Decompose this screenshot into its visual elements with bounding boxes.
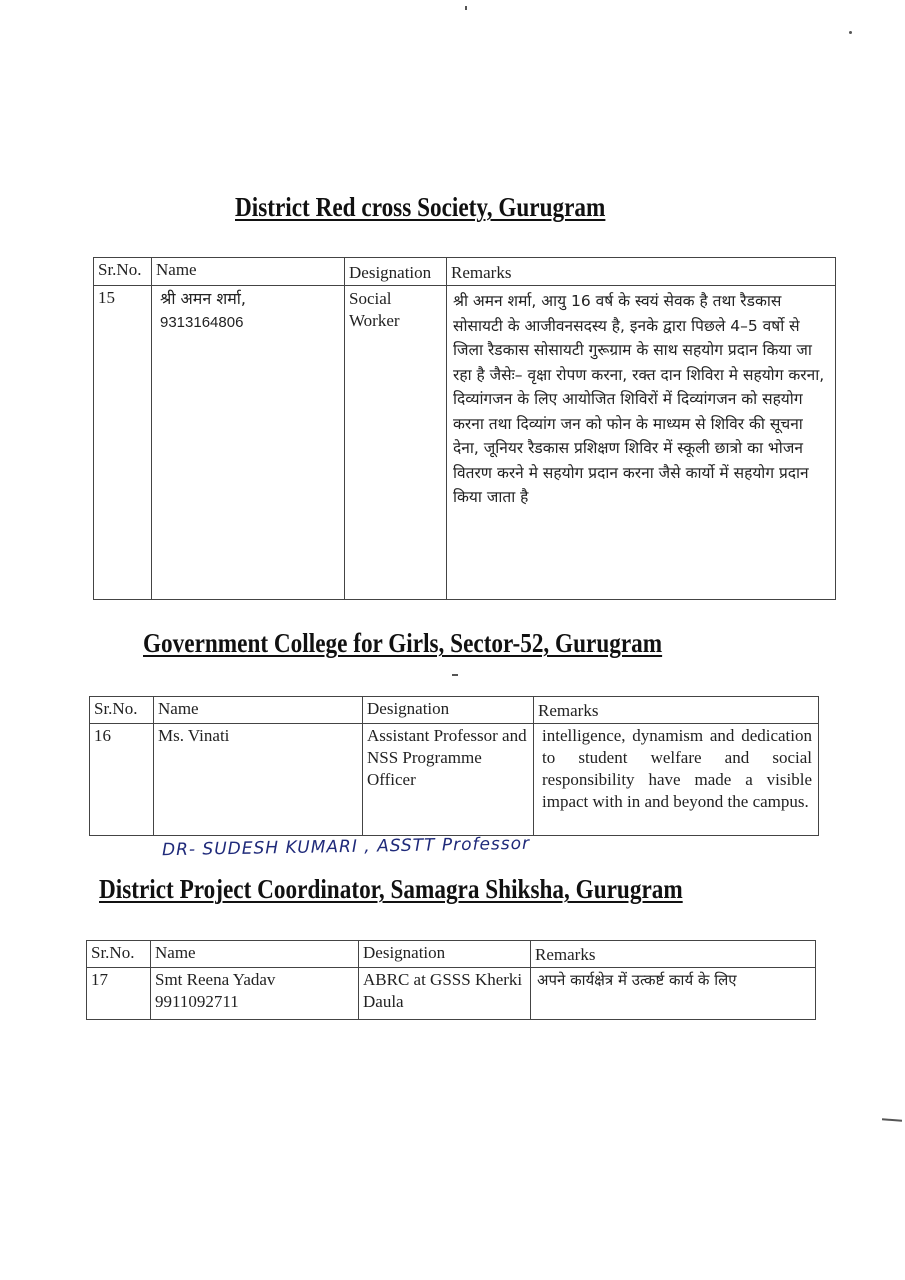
cell-designation: Social Worker (345, 286, 447, 600)
person-name: Smt Reena Yadav (155, 970, 276, 989)
table-header-row (90, 697, 819, 724)
cell-remarks: intelligence, dynamism and dedication to student welfare and social responsibility have made a visible impact with in and beyond the campus. (534, 724, 819, 836)
header-remarks: Remarks (447, 258, 836, 286)
header-sr-no: Sr.No. (90, 697, 154, 724)
header-name: Name (152, 258, 345, 286)
person-name: श्री अमन शर्मा, (160, 289, 246, 308)
scan-speck (465, 6, 467, 10)
govt-college-table (89, 696, 819, 836)
header-designation: Designation (345, 258, 447, 286)
scan-edge-mark (882, 1118, 902, 1121)
cell-name (151, 968, 359, 1020)
header-remarks: Remarks (531, 941, 816, 968)
scan-speck (849, 31, 852, 34)
cell-designation: Assistant Professor and NSS Programme Officer (363, 724, 534, 836)
person-phone: 9313164806 (160, 313, 244, 331)
cell-name (152, 286, 345, 600)
cell-designation: ABRC at GSSS Kherki Daula (359, 968, 531, 1020)
section-heading-samagra-shiksha: District Project Coordinator, Samagra Shiksha, Gurugram (99, 874, 683, 904)
header-designation: Designation (363, 697, 534, 724)
cell-remarks: श्री अमन शर्मा, आयु 16 वर्ष के स्वयं सेवक है तथा रैडकास सोसायटी के आजीवनसदस्य है, इनके द्वारा पिछले 4–5 वर्षो से जिला रैडकास सोसायटी गुरूग्राम के साथ सहयोग प्रदान किया जा रहा है जैसेः– वृक्षा रोपण करना, रक्त दान शिविरा मे सहयोग करना, दिव्यांगजन के लिए आयोजित शिविरों में दिव्यांगजन को सहयोग करना तथा दिव्यांग जन को फोन के माध्यम से शिविर की सूचना देना, जूनियर रैडकास प्रशिक्षण शिविर में स्कूली छात्रो का भोजन वितरण करने मे सहयोग प्रदान करना जैसे कार्यो में सहयोग प्रदान किया जाता है (447, 286, 836, 600)
table-header-row (94, 258, 836, 286)
table-row (87, 968, 816, 1020)
table-header-row (87, 941, 816, 968)
table-row (94, 286, 836, 600)
section-heading-govt-college: Government College for Girls, Sector-52, Gurugram (143, 628, 663, 658)
header-name: Name (154, 697, 363, 724)
cell-remarks: अपने कार्यक्षेत्र में उत्कर्ष्ट कार्य के लिए (531, 968, 816, 1020)
cell-sr-no: 16 (90, 724, 154, 836)
red-cross-table (93, 257, 836, 600)
cell-name: Ms. Vinati (154, 724, 363, 836)
person-phone: 9911092711 (155, 992, 239, 1011)
table-row (90, 724, 819, 836)
handwritten-signature-note: DR- SUDESH KUMARI , ASSTT Professor (161, 833, 531, 861)
samagra-shiksha-table (86, 940, 816, 1020)
cell-sr-no: 15 (94, 286, 152, 600)
header-designation: Designation (359, 941, 531, 968)
section-heading-red-cross: District Red cross Society, Gurugram (235, 192, 606, 222)
scan-speck (452, 674, 458, 676)
header-sr-no: Sr.No. (94, 258, 152, 286)
header-sr-no: Sr.No. (87, 941, 151, 968)
header-remarks: Remarks (534, 697, 819, 724)
header-name: Name (151, 941, 359, 968)
cell-sr-no: 17 (87, 968, 151, 1020)
